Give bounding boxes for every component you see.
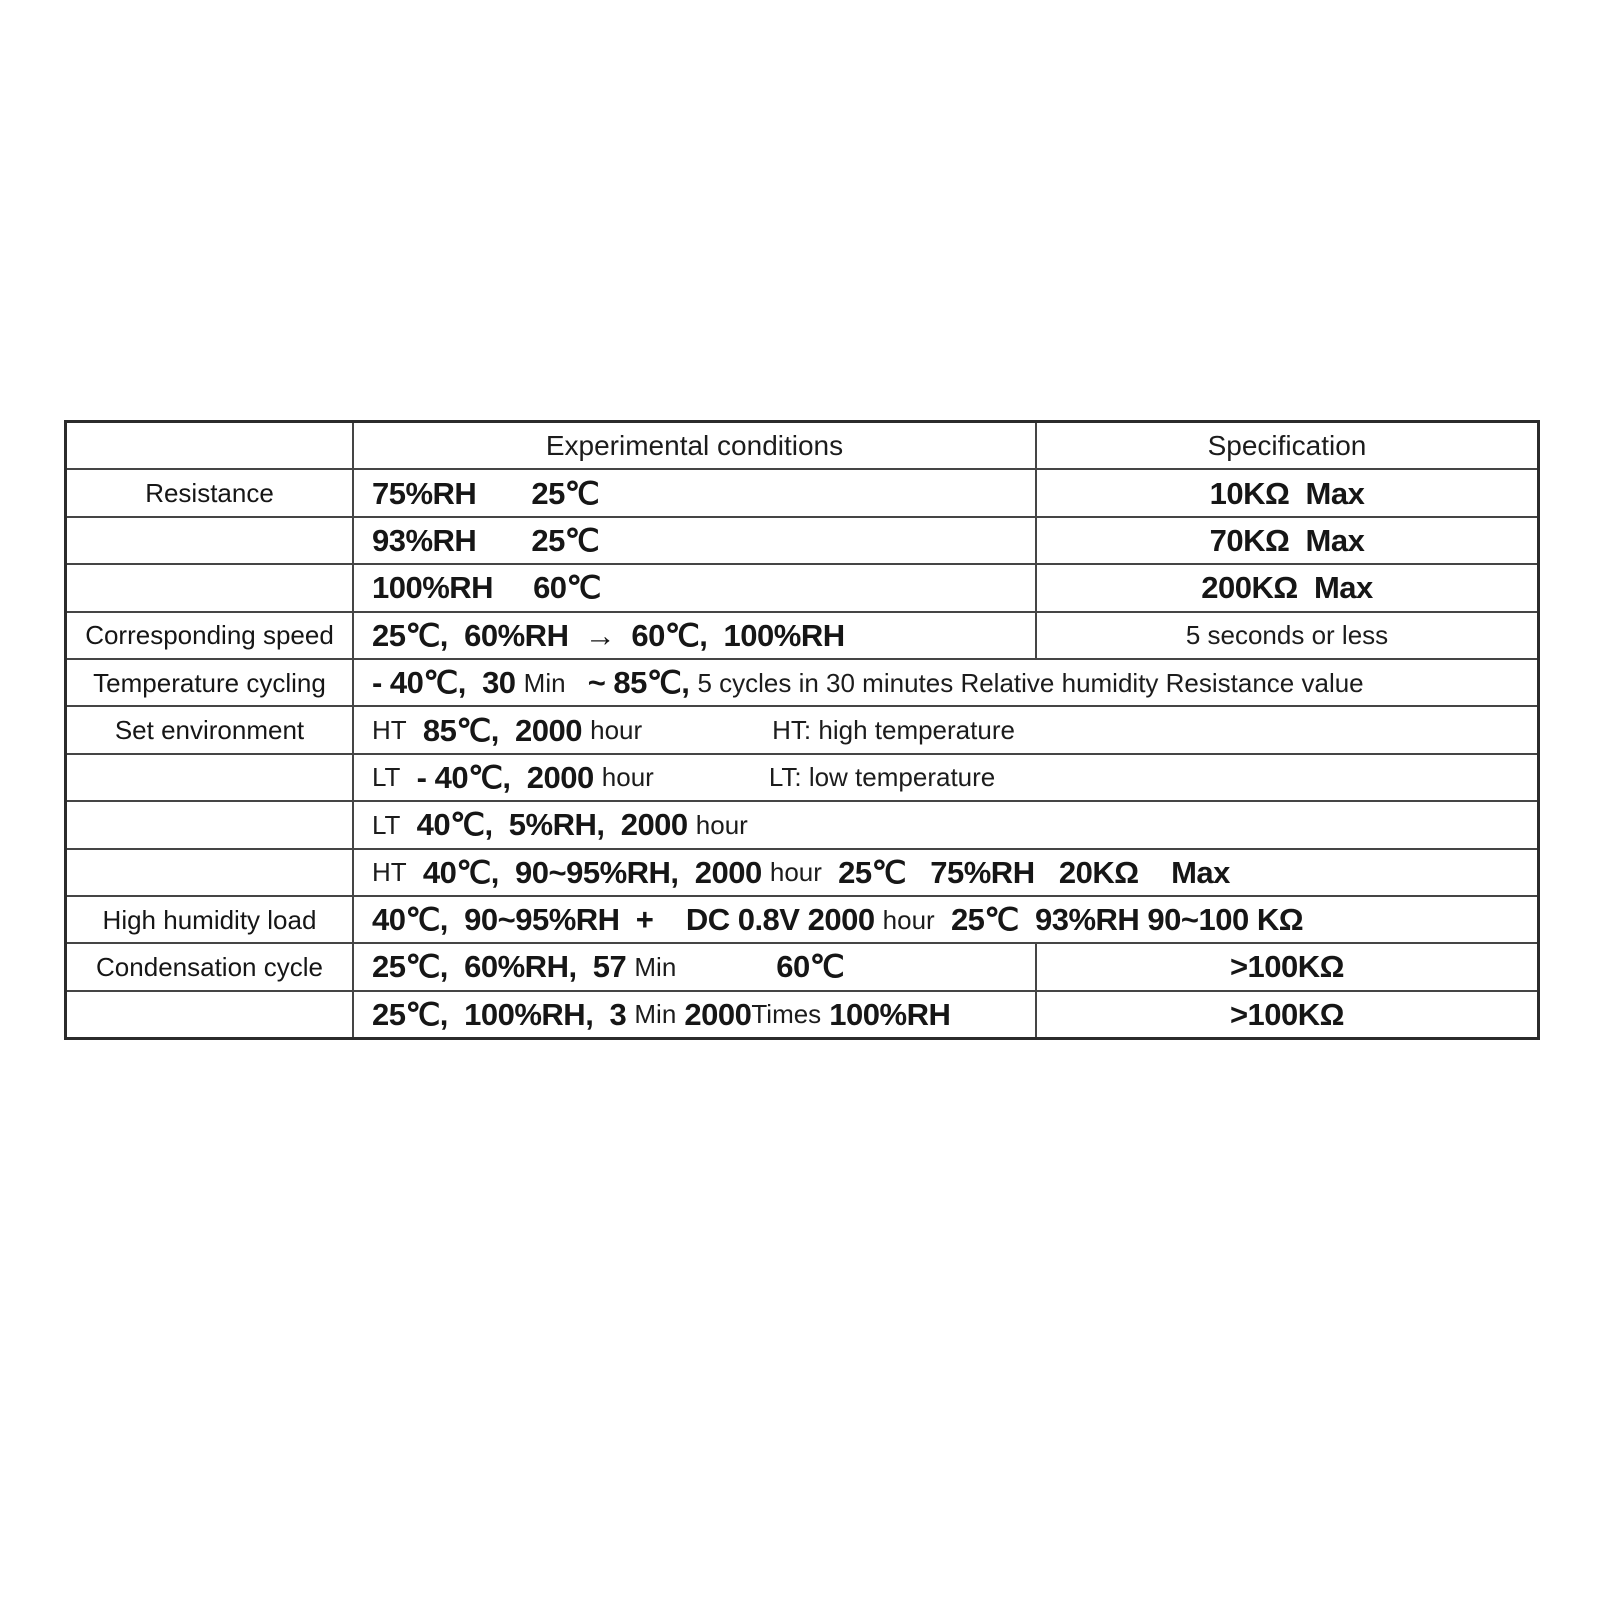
row-label [67, 707, 352, 752]
row-label-text: Temperature cycling [93, 667, 326, 698]
text-segment: 40℃, 90~95%RH, 2000 [406, 854, 770, 890]
specification-cell [1035, 565, 1537, 610]
text-segment: - 40℃, 30 [372, 665, 524, 701]
header-row [67, 423, 1537, 470]
text-segment: 5 cycles in 30 minutes Relative humidity Resistance value [697, 667, 1364, 698]
conditions-cell [352, 992, 1035, 1037]
row-label [67, 944, 352, 989]
text-segment: 25℃, 100%RH, 3 [372, 996, 635, 1032]
row-resistance-93rh [67, 518, 1537, 565]
text-segment: 100%RH [821, 996, 951, 1032]
text-segment: 25℃ 93%RH 90~100 KΩ [934, 902, 1304, 938]
text-segment: 25℃, 60%RH → 60℃, 100%RH [372, 617, 845, 653]
row-label-text: Condensation cycle [96, 951, 323, 982]
row-label [67, 850, 352, 895]
specification-cell [1035, 470, 1537, 515]
text-segment: 60℃ [776, 949, 845, 985]
text-segment: 5 seconds or less [1185, 620, 1389, 651]
row-set-environment-lt40 [67, 802, 1537, 849]
row-label [67, 470, 352, 515]
text-segment: ~ 85℃, [579, 665, 698, 701]
row-label [67, 992, 352, 1037]
conditions-cell [352, 660, 1537, 705]
conditions-cell [352, 850, 1537, 895]
row-set-environment-ht [67, 707, 1537, 754]
row-corresponding-speed [67, 613, 1537, 660]
text-segment: Experimental conditions [545, 429, 844, 461]
conditions-cell [352, 423, 1035, 468]
text-segment: 25℃ 75%RH 20KΩ Max [821, 854, 1230, 890]
row-label [67, 613, 352, 658]
conditions-cell [352, 755, 1537, 800]
specification-cell [1035, 423, 1537, 468]
text-segment: hour [769, 857, 822, 888]
spec-table [64, 420, 1540, 1040]
text-segment: 25℃ [531, 522, 600, 558]
text-segment: 2000 [676, 996, 752, 1032]
row-label-text: Corresponding speed [85, 620, 334, 651]
text-segment: 200KΩ Max [1201, 570, 1373, 606]
text-segment: 100%RH [372, 570, 494, 606]
conditions-cell [352, 565, 1035, 610]
text-segment: HT: high temperature [772, 715, 1015, 746]
row-label [67, 423, 352, 468]
text-segment: hour [882, 904, 935, 935]
text-segment: 60℃ [533, 570, 601, 606]
text-segment: 25℃, 60%RH, 57 [372, 949, 635, 985]
row-resistance-75rh [67, 470, 1537, 517]
text-segment: 10KΩ Max [1209, 475, 1365, 511]
row-condensation-cycle-1 [67, 944, 1537, 991]
text-segment: LT [372, 762, 401, 793]
conditions-cell [352, 613, 1035, 658]
text-segment: LT [372, 809, 401, 840]
text-segment: 70KΩ Max [1209, 522, 1365, 558]
row-resistance-100rh [67, 565, 1537, 612]
row-label-text: Resistance [145, 478, 274, 509]
conditions-cell [352, 518, 1035, 563]
conditions-cell [352, 897, 1537, 942]
text-segment: 75%RH [372, 475, 477, 511]
text-segment: 93%RH [372, 522, 477, 558]
text-segment: 40℃, 5%RH, 2000 [400, 807, 696, 843]
row-set-environment-lt [67, 755, 1537, 802]
specification-cell [1035, 992, 1537, 1037]
text-segment: HT [372, 715, 407, 746]
conditions-cell [352, 802, 1537, 847]
row-label [67, 565, 352, 610]
row-high-humidity-load [67, 897, 1537, 944]
conditions-cell [352, 470, 1035, 515]
text-segment: hour [695, 809, 748, 840]
row-label [67, 660, 352, 705]
text-segment: >100KΩ [1229, 949, 1345, 985]
specification-cell [1035, 518, 1537, 563]
text-segment: - 40℃, 2000 [400, 759, 602, 795]
conditions-cell [352, 944, 1035, 989]
text-segment: 40℃, 90~95%RH + DC 0.8V 2000 [372, 902, 883, 938]
row-set-environment-ht40 [67, 850, 1537, 897]
row-label [67, 518, 352, 563]
row-temperature-cycling [67, 660, 1537, 707]
text-segment: LT: low temperature [768, 762, 996, 793]
conditions-cell [352, 707, 1537, 752]
text-segment: hour [590, 715, 643, 746]
text-segment: Min [634, 951, 677, 982]
row-condensation-cycle-2 [67, 992, 1537, 1037]
text-segment: Min [634, 999, 677, 1030]
row-label [67, 755, 352, 800]
row-label [67, 897, 352, 942]
row-label-text: High humidity load [102, 904, 317, 935]
row-label [67, 802, 352, 847]
text-segment: Times [751, 999, 822, 1030]
specification-cell [1035, 944, 1537, 989]
text-segment: Specification [1207, 429, 1367, 461]
text-segment: >100KΩ [1229, 996, 1345, 1032]
text-segment: HT [372, 857, 407, 888]
text-segment: hour [601, 762, 654, 793]
text-segment: 85℃, 2000 [406, 712, 591, 748]
text-segment: 25℃ [531, 475, 600, 511]
specification-cell [1035, 613, 1537, 658]
row-label-text: Set environment [114, 715, 305, 746]
text-segment: Min [523, 667, 566, 698]
